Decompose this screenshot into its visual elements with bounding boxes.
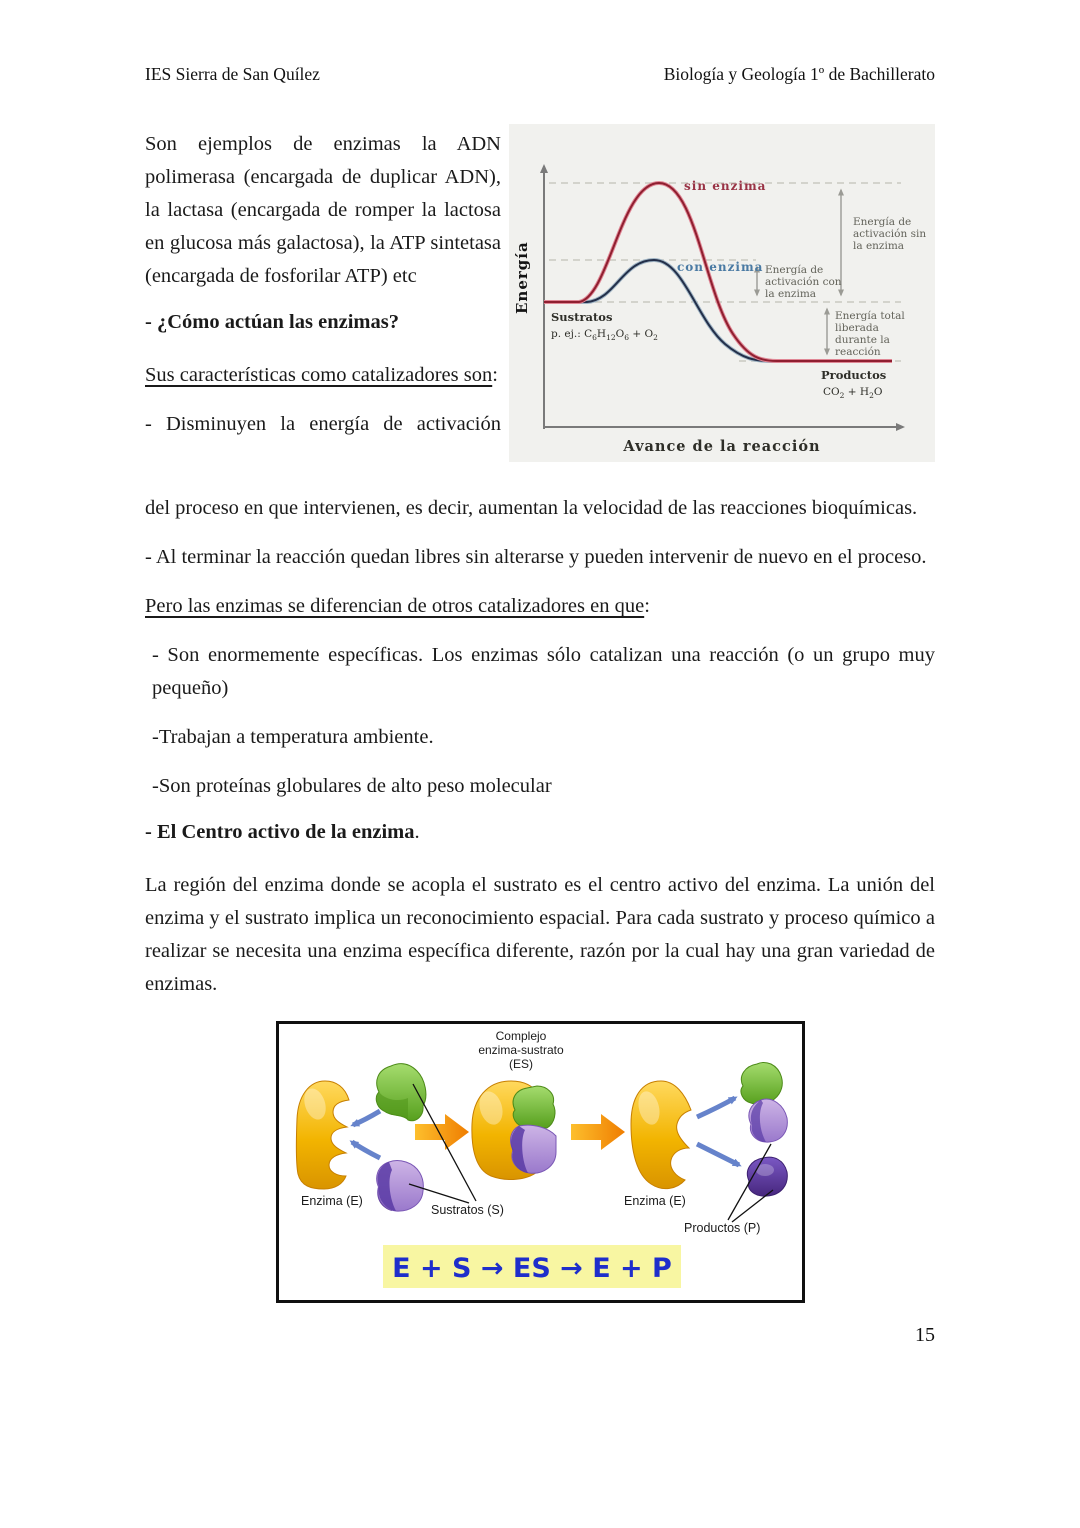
label-enzima-right: Enzima (E)	[623, 1194, 686, 1208]
energy-activation-figure	[509, 124, 935, 462]
paragraph-caracteristicas: Sus características como catalizadores son:	[145, 364, 498, 386]
document-body	[145, 128, 935, 1352]
product-violet-shape	[747, 1157, 787, 1196]
paragraph-proteinas: -Son proteínas globulares de alto peso molecular	[152, 775, 552, 797]
svg-text:E + S → ES → E + P: E + S → ES → E + P	[391, 1253, 672, 1284]
label-productos-p: Productos (P)	[683, 1221, 760, 1235]
label-con-enzima: con enzima	[677, 260, 764, 274]
arrows-enzyme-to-products	[697, 1098, 739, 1165]
paragraph-diferencian: Pero las enzimas se diferencian de otros catalizadores en que:	[145, 595, 650, 617]
product-green-lilac-shape	[740, 1063, 786, 1143]
x-axis-title: Avance de la reacción	[623, 438, 821, 455]
paragraph-al-terminar: - Al terminar la reacción quedan libres sin alterarse y pueden intervenir de nuevo en el proceso.	[145, 546, 927, 568]
label-enzima-left: Enzima (E)	[300, 1194, 363, 1208]
page-number: 15	[915, 1324, 935, 1346]
enzyme-substrate-figure	[276, 1021, 805, 1303]
enzyme-substrate-complex-shape	[471, 1081, 555, 1179]
label-productos: Productos	[821, 368, 887, 382]
paragraph-trabajan: -Trabajan a temperatura ambiente.	[152, 726, 434, 748]
formula-productos: $CO_2 + H_2O$	[823, 386, 883, 400]
svg-text:(ES): (ES)	[508, 1057, 533, 1071]
label-sin-enzima: sin enzima	[684, 179, 767, 193]
paragraph-ejemplos: Son ejemplos de enzimas la ADN polimerasa (encargada de duplicar ADN), la lactasa (encargada de romper la lactosa en glucosa más galactosa), la ATP sintetasa (encargada de fosforilar ATP) etc	[145, 133, 501, 287]
svg-text:Energía de: Energía de	[853, 216, 912, 228]
svg-text:activación con: activación con	[765, 276, 842, 288]
page-header	[145, 63, 935, 85]
formula-sustratos: p. ej.: $C_6H_{12}O_6 + O_2$	[551, 328, 658, 342]
paragraph-disminuyen-line1: - Disminuyen la energía de activación	[145, 413, 501, 435]
header-school: IES Sierra de San Quílez	[145, 64, 320, 84]
enzyme-left-shape	[296, 1081, 349, 1189]
label-sustratos: Sustratos	[551, 310, 613, 324]
orange-arrow-2	[571, 1114, 625, 1150]
section-heading-centro-activo: - El Centro activo de la enzima.	[145, 821, 420, 843]
header-subject: Biología y Geología 1º de Bachillerato	[663, 64, 935, 84]
arrows-substrates-to-enzyme	[352, 1111, 380, 1158]
svg-text:activación sin: activación sin	[853, 228, 927, 240]
substrate-green-shape	[376, 1064, 426, 1121]
section-heading-como-actuan: - ¿Cómo actúan las enzimas?	[145, 311, 399, 333]
svg-text:Energía de: Energía de	[765, 264, 824, 276]
svg-text:Complejo: Complejo	[495, 1029, 546, 1043]
svg-text:reacción: reacción	[835, 346, 881, 358]
reaction-equation	[383, 1245, 681, 1288]
svg-text:la enzima: la enzima	[765, 288, 817, 300]
enzyme-substrate-diagram	[279, 1024, 802, 1300]
orange-arrow-1	[415, 1114, 469, 1150]
svg-text:durante la: durante la	[835, 334, 890, 346]
energy-activation-chart	[509, 124, 935, 462]
paragraph-especificas: - Son enormemente específicas. Los enzimas sólo catalizan una reacción (o un grupo muy pequeño)	[152, 644, 935, 699]
chart-background	[509, 124, 935, 462]
paragraph-disminuyen-rest: del proceso en que intervienen, es decir, aumentan la velocidad de las reacciones bioquímicas.	[145, 497, 918, 519]
diagram-title	[478, 1029, 564, 1071]
svg-text:la enzima: la enzima	[853, 240, 905, 252]
enzyme-right-shape	[631, 1081, 691, 1189]
svg-text:enzima-sustrato: enzima-sustrato	[477, 1043, 564, 1057]
label-sustratos-s: Sustratos (S)	[430, 1203, 504, 1217]
y-axis-title: Energía	[513, 241, 531, 314]
svg-text:liberada: liberada	[835, 322, 879, 334]
svg-text:Energía total: Energía total	[835, 310, 905, 322]
paragraph-region-enzima: La región del enzima donde se acopla el sustrato es el centro activo del enzima. La unión del enzima y el sustrato implica un reconocimiento espacial. Para cada sustrato y proceso químico a realizar se necesita una enzima específica diferente, razón por la cual hay una gran variedad de enzimas.	[145, 874, 935, 995]
